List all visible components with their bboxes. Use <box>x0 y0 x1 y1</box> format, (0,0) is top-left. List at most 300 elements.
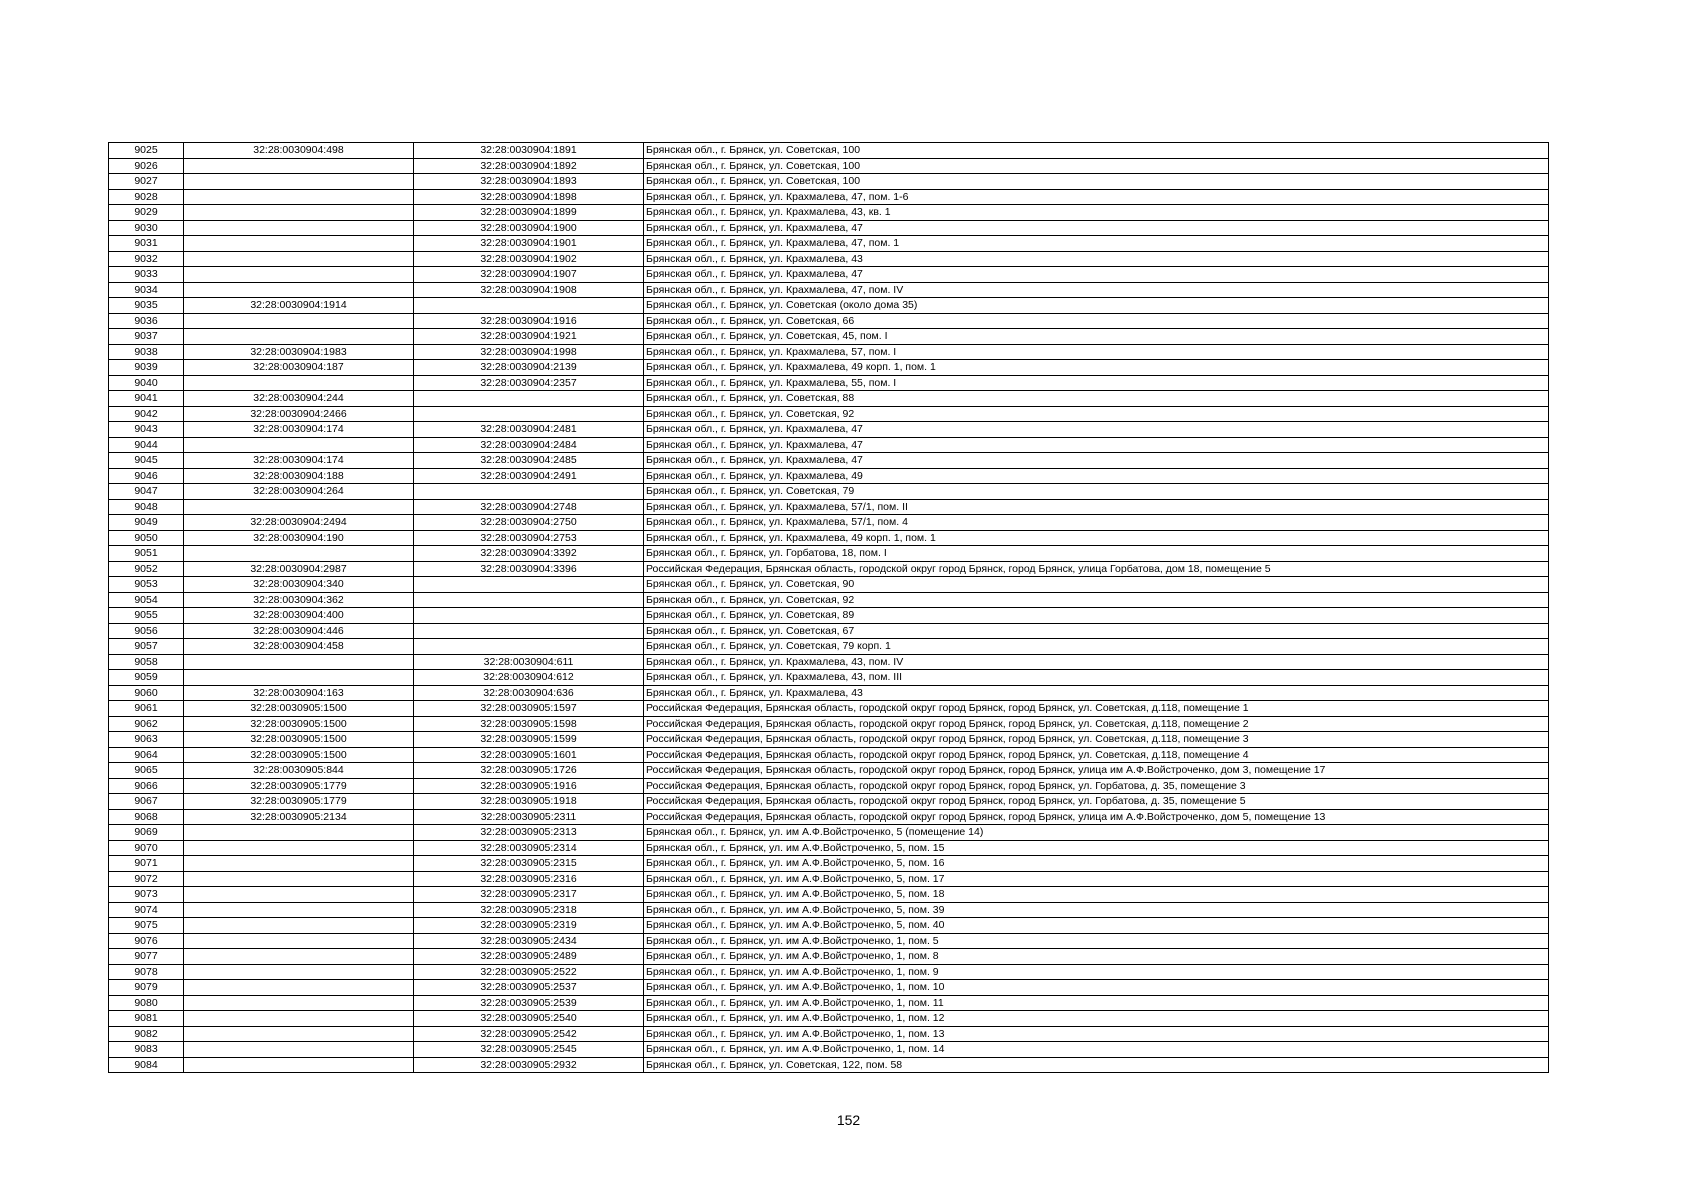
parcel-number-cell <box>184 437 414 453</box>
address-cell: Брянская обл., г. Брянск, ул. Крахмалева, 43, пом. III <box>644 670 1549 686</box>
object-number-cell: 32:28:0030904:611 <box>414 654 644 670</box>
address-cell: Брянская обл., г. Брянск, ул. Крахмалева, 49 корп. 1, пом. 1 <box>644 360 1549 376</box>
parcel-number-cell <box>184 840 414 856</box>
row-number-cell: 9052 <box>109 561 184 577</box>
address-cell: Брянская обл., г. Брянск, ул. Советская, 79 <box>644 484 1549 500</box>
address-cell: Брянская обл., г. Брянск, ул. Крахмалева, 47 <box>644 437 1549 453</box>
object-number-cell: 32:28:0030904:1893 <box>414 174 644 190</box>
table-row <box>109 995 1549 1011</box>
address-cell: Брянская обл., г. Брянск, ул. им А.Ф.Войстроченко, 5, пом. 18 <box>644 887 1549 903</box>
row-number-cell: 9029 <box>109 205 184 221</box>
parcel-number-cell <box>184 902 414 918</box>
parcel-number-cell <box>184 1057 414 1073</box>
address-cell: Брянская обл., г. Брянск, ул. Советская, 92 <box>644 406 1549 422</box>
object-number-cell: 32:28:0030905:1601 <box>414 747 644 763</box>
row-number-cell: 9068 <box>109 809 184 825</box>
row-number-cell: 9058 <box>109 654 184 670</box>
parcel-number-cell <box>184 174 414 190</box>
table-row <box>109 763 1549 779</box>
address-cell: Брянская обл., г. Брянск, ул. им А.Ф.Войстроченко, 1, пом. 9 <box>644 964 1549 980</box>
table-row <box>109 902 1549 918</box>
table-row <box>109 825 1549 841</box>
row-number-cell: 9080 <box>109 995 184 1011</box>
parcel-number-cell <box>184 189 414 205</box>
parcel-number-cell <box>184 964 414 980</box>
table-row <box>109 251 1549 267</box>
address-cell: Брянская обл., г. Брянск, ул. им А.Ф.Войстроченко, 5, пом. 16 <box>644 856 1549 872</box>
parcel-number-cell: 32:28:0030905:1500 <box>184 747 414 763</box>
parcel-number-cell <box>184 236 414 252</box>
object-number-cell <box>414 639 644 655</box>
object-number-cell: 32:28:0030905:2540 <box>414 1011 644 1027</box>
row-number-cell: 9031 <box>109 236 184 252</box>
address-cell: Брянская обл., г. Брянск, ул. им А.Ф.Войстроченко, 1, пом. 14 <box>644 1042 1549 1058</box>
object-number-cell: 32:28:0030904:1899 <box>414 205 644 221</box>
table-row <box>109 499 1549 515</box>
address-cell: Брянская обл., г. Брянск, ул. Советская, 100 <box>644 158 1549 174</box>
address-cell: Брянская обл., г. Брянск, ул. им А.Ф.Войстроченко, 5, пом. 40 <box>644 918 1549 934</box>
row-number-cell: 9025 <box>109 143 184 159</box>
table-row <box>109 685 1549 701</box>
table-row <box>109 189 1549 205</box>
row-number-cell: 9071 <box>109 856 184 872</box>
table-row <box>109 391 1549 407</box>
table-row <box>109 747 1549 763</box>
parcel-number-cell: 32:28:0030904:190 <box>184 530 414 546</box>
address-cell: Брянская обл., г. Брянск, ул. Советская, 66 <box>644 313 1549 329</box>
row-number-cell: 9033 <box>109 267 184 283</box>
row-number-cell: 9061 <box>109 701 184 717</box>
table-row <box>109 964 1549 980</box>
row-number-cell: 9026 <box>109 158 184 174</box>
address-cell: Брянская обл., г. Брянск, ул. Советская, 100 <box>644 174 1549 190</box>
row-number-cell: 9038 <box>109 344 184 360</box>
row-number-cell: 9063 <box>109 732 184 748</box>
table-row <box>109 205 1549 221</box>
table-row <box>109 236 1549 252</box>
object-number-cell: 32:28:0030905:1726 <box>414 763 644 779</box>
parcel-number-cell: 32:28:0030905:2134 <box>184 809 414 825</box>
parcel-number-cell <box>184 856 414 872</box>
parcel-number-cell: 32:28:0030904:2466 <box>184 406 414 422</box>
row-number-cell: 9028 <box>109 189 184 205</box>
row-number-cell: 9084 <box>109 1057 184 1073</box>
parcel-number-cell: 32:28:0030904:1983 <box>184 344 414 360</box>
row-number-cell: 9062 <box>109 716 184 732</box>
object-number-cell: 32:28:0030905:1597 <box>414 701 644 717</box>
address-cell: Российская Федерация, Брянская область, городской округ город Брянск, город Брянск, улица Горбатова, дом 18, помещение 5 <box>644 561 1549 577</box>
address-cell: Брянская обл., г. Брянск, ул. им А.Ф.Войстроченко, 5 (помещение 14) <box>644 825 1549 841</box>
row-number-cell: 9057 <box>109 639 184 655</box>
object-number-cell: 32:28:0030904:1921 <box>414 329 644 345</box>
row-number-cell: 9065 <box>109 763 184 779</box>
object-number-cell: 32:28:0030904:1907 <box>414 267 644 283</box>
address-cell: Брянская обл., г. Брянск, ул. Крахмалева, 47, пом. IV <box>644 282 1549 298</box>
table-row <box>109 484 1549 500</box>
parcel-number-cell <box>184 887 414 903</box>
row-number-cell: 9043 <box>109 422 184 438</box>
object-number-cell: 32:28:0030905:1916 <box>414 778 644 794</box>
address-cell: Брянская обл., г. Брянск, ул. Советская, 89 <box>644 608 1549 624</box>
parcel-number-cell: 32:28:0030904:458 <box>184 639 414 655</box>
table-row <box>109 329 1549 345</box>
address-cell: Брянская обл., г. Брянск, ул. Крахмалева, 55, пом. I <box>644 375 1549 391</box>
row-number-cell: 9039 <box>109 360 184 376</box>
table-row <box>109 577 1549 593</box>
parcel-number-cell <box>184 1011 414 1027</box>
object-number-cell: 32:28:0030904:1902 <box>414 251 644 267</box>
parcel-number-cell: 32:28:0030904:2494 <box>184 515 414 531</box>
row-number-cell: 9073 <box>109 887 184 903</box>
table-row <box>109 468 1549 484</box>
table-row <box>109 515 1549 531</box>
object-number-cell <box>414 406 644 422</box>
table-row <box>109 313 1549 329</box>
object-number-cell <box>414 623 644 639</box>
address-cell: Брянская обл., г. Брянск, ул. Крахмалева, 47, пом. 1 <box>644 236 1549 252</box>
address-cell: Российская Федерация, Брянская область, городской округ город Брянск, город Брянск, ул. Советская, д.118, помещение 1 <box>644 701 1549 717</box>
parcel-number-cell: 32:28:0030904:187 <box>184 360 414 376</box>
table-row <box>109 592 1549 608</box>
parcel-number-cell: 32:28:0030905:1779 <box>184 778 414 794</box>
parcel-number-cell: 32:28:0030904:498 <box>184 143 414 159</box>
parcel-number-cell: 32:28:0030905:1500 <box>184 701 414 717</box>
object-number-cell: 32:28:0030904:2485 <box>414 453 644 469</box>
address-cell: Брянская обл., г. Брянск, ул. Крахмалева, 47 <box>644 422 1549 438</box>
table-row <box>109 654 1549 670</box>
address-cell: Брянская обл., г. Брянск, ул. Советская, 88 <box>644 391 1549 407</box>
object-number-cell <box>414 484 644 500</box>
row-number-cell: 9077 <box>109 949 184 965</box>
object-number-cell: 32:28:0030905:2319 <box>414 918 644 934</box>
row-number-cell: 9047 <box>109 484 184 500</box>
table-row <box>109 1026 1549 1042</box>
parcel-number-cell <box>184 499 414 515</box>
parcel-number-cell: 32:28:0030905:1500 <box>184 732 414 748</box>
row-number-cell: 9056 <box>109 623 184 639</box>
row-number-cell: 9066 <box>109 778 184 794</box>
object-number-cell: 32:28:0030904:1891 <box>414 143 644 159</box>
table-row <box>109 1042 1549 1058</box>
address-cell: Брянская обл., г. Брянск, ул. Советская, 67 <box>644 623 1549 639</box>
parcel-number-cell <box>184 267 414 283</box>
parcel-number-cell: 32:28:0030904:188 <box>184 468 414 484</box>
row-number-cell: 9064 <box>109 747 184 763</box>
address-cell: Брянская обл., г. Брянск, ул. Крахмалева, 43 <box>644 685 1549 701</box>
object-number-cell: 32:28:0030905:2317 <box>414 887 644 903</box>
object-number-cell: 32:28:0030904:2484 <box>414 437 644 453</box>
table-row <box>109 1011 1549 1027</box>
table-row <box>109 360 1549 376</box>
object-number-cell <box>414 608 644 624</box>
address-cell: Брянская обл., г. Брянск, ул. Советская, 122, пом. 58 <box>644 1057 1549 1073</box>
table-row <box>109 639 1549 655</box>
object-number-cell: 32:28:0030904:3392 <box>414 546 644 562</box>
object-number-cell: 32:28:0030905:2539 <box>414 995 644 1011</box>
table-row <box>109 608 1549 624</box>
parcel-number-cell <box>184 825 414 841</box>
row-number-cell: 9046 <box>109 468 184 484</box>
object-number-cell <box>414 592 644 608</box>
object-number-cell: 32:28:0030905:2545 <box>414 1042 644 1058</box>
object-number-cell: 32:28:0030905:1599 <box>414 732 644 748</box>
address-cell: Брянская обл., г. Брянск, ул. им А.Ф.Войстроченко, 5, пом. 17 <box>644 871 1549 887</box>
row-number-cell: 9044 <box>109 437 184 453</box>
address-cell: Брянская обл., г. Брянск, ул. Крахмалева, 49 <box>644 468 1549 484</box>
table-row <box>109 856 1549 872</box>
row-number-cell: 9055 <box>109 608 184 624</box>
row-number-cell: 9070 <box>109 840 184 856</box>
parcel-number-cell: 32:28:0030904:163 <box>184 685 414 701</box>
object-number-cell: 32:28:0030904:612 <box>414 670 644 686</box>
parcel-number-cell <box>184 1026 414 1042</box>
table-row <box>109 220 1549 236</box>
table-row <box>109 809 1549 825</box>
address-cell: Брянская обл., г. Брянск, ул. им А.Ф.Войстроченко, 1, пом. 12 <box>644 1011 1549 1027</box>
table-row <box>109 174 1549 190</box>
object-number-cell: 32:28:0030905:2316 <box>414 871 644 887</box>
object-number-cell: 32:28:0030905:2542 <box>414 1026 644 1042</box>
address-cell: Брянская обл., г. Брянск, ул. Крахмалева, 47, пом. 1-6 <box>644 189 1549 205</box>
address-cell: Российская Федерация, Брянская область, городской округ город Брянск, город Брянск, ул. Советская, д.118, помещение 3 <box>644 732 1549 748</box>
address-cell: Брянская обл., г. Брянск, ул. им А.Ф.Войстроченко, 5, пом. 39 <box>644 902 1549 918</box>
table-row <box>109 623 1549 639</box>
object-number-cell: 32:28:0030905:2489 <box>414 949 644 965</box>
table-row <box>109 840 1549 856</box>
address-cell: Брянская обл., г. Брянск, ул. Крахмалева, 43, кв. 1 <box>644 205 1549 221</box>
table-row <box>109 298 1549 314</box>
table-row <box>109 778 1549 794</box>
parcel-number-cell <box>184 205 414 221</box>
object-number-cell: 32:28:0030904:1916 <box>414 313 644 329</box>
row-number-cell: 9083 <box>109 1042 184 1058</box>
object-number-cell: 32:28:0030905:1918 <box>414 794 644 810</box>
table-row <box>109 158 1549 174</box>
address-cell: Брянская обл., г. Брянск, ул. им А.Ф.Войстроченко, 1, пом. 10 <box>644 980 1549 996</box>
object-number-cell: 32:28:0030904:3396 <box>414 561 644 577</box>
parcel-number-cell: 32:28:0030904:174 <box>184 422 414 438</box>
object-number-cell: 32:28:0030904:1900 <box>414 220 644 236</box>
parcel-number-cell <box>184 158 414 174</box>
object-number-cell: 32:28:0030905:2315 <box>414 856 644 872</box>
records-table-body <box>109 143 1549 1073</box>
parcel-number-cell <box>184 871 414 887</box>
row-number-cell: 9048 <box>109 499 184 515</box>
parcel-number-cell: 32:28:0030905:1779 <box>184 794 414 810</box>
table-row <box>109 437 1549 453</box>
table-row <box>109 887 1549 903</box>
parcel-number-cell: 32:28:0030904:400 <box>184 608 414 624</box>
object-number-cell: 32:28:0030904:1892 <box>414 158 644 174</box>
address-cell: Российская Федерация, Брянская область, городской округ город Брянск, город Брянск, ул. Советская, д.118, помещение 4 <box>644 747 1549 763</box>
table-row <box>109 375 1549 391</box>
address-cell: Брянская обл., г. Брянск, ул. им А.Ф.Войстроченко, 5, пом. 15 <box>644 840 1549 856</box>
row-number-cell: 9050 <box>109 530 184 546</box>
parcel-number-cell: 32:28:0030904:1914 <box>184 298 414 314</box>
parcel-number-cell <box>184 995 414 1011</box>
object-number-cell: 32:28:0030904:2748 <box>414 499 644 515</box>
address-cell: Российская Федерация, Брянская область, городской округ город Брянск, город Брянск, ул. Горбатова, д. 35, помещение 3 <box>644 778 1549 794</box>
object-number-cell <box>414 391 644 407</box>
row-number-cell: 9030 <box>109 220 184 236</box>
address-cell: Брянская обл., г. Брянск, ул. Советская (около дома 35) <box>644 298 1549 314</box>
address-cell: Российская Федерация, Брянская область, городской округ город Брянск, город Брянск, улица им А.Ф.Войстроченко, дом 3, помещение 17 <box>644 763 1549 779</box>
row-number-cell: 9042 <box>109 406 184 422</box>
parcel-number-cell: 32:28:0030904:340 <box>184 577 414 593</box>
address-cell: Брянская обл., г. Брянск, ул. им А.Ф.Войстроченко, 1, пом. 13 <box>644 1026 1549 1042</box>
table-row <box>109 546 1549 562</box>
object-number-cell: 32:28:0030904:2491 <box>414 468 644 484</box>
object-number-cell: 32:28:0030905:2314 <box>414 840 644 856</box>
row-number-cell: 9082 <box>109 1026 184 1042</box>
row-number-cell: 9074 <box>109 902 184 918</box>
parcel-number-cell: 32:28:0030904:244 <box>184 391 414 407</box>
row-number-cell: 9078 <box>109 964 184 980</box>
parcel-number-cell <box>184 949 414 965</box>
object-number-cell: 32:28:0030904:2750 <box>414 515 644 531</box>
object-number-cell: 32:28:0030905:2313 <box>414 825 644 841</box>
table-row <box>109 530 1549 546</box>
row-number-cell: 9045 <box>109 453 184 469</box>
table-row <box>109 406 1549 422</box>
records-table <box>108 142 1549 1073</box>
table-row <box>109 949 1549 965</box>
row-number-cell: 9067 <box>109 794 184 810</box>
row-number-cell: 9072 <box>109 871 184 887</box>
address-cell: Брянская обл., г. Брянск, ул. Крахмалева, 43 <box>644 251 1549 267</box>
parcel-number-cell: 32:28:0030904:174 <box>184 453 414 469</box>
table-row <box>109 143 1549 159</box>
parcel-number-cell <box>184 375 414 391</box>
table-row <box>109 344 1549 360</box>
object-number-cell: 32:28:0030904:636 <box>414 685 644 701</box>
row-number-cell: 9075 <box>109 918 184 934</box>
object-number-cell: 32:28:0030905:2434 <box>414 933 644 949</box>
parcel-number-cell <box>184 251 414 267</box>
row-number-cell: 9081 <box>109 1011 184 1027</box>
row-number-cell: 9041 <box>109 391 184 407</box>
address-cell: Брянская обл., г. Брянск, ул. Крахмалева, 47 <box>644 220 1549 236</box>
row-number-cell: 9069 <box>109 825 184 841</box>
address-cell: Брянская обл., г. Брянск, ул. Крахмалева, 47 <box>644 453 1549 469</box>
object-number-cell: 32:28:0030904:2753 <box>414 530 644 546</box>
table-row <box>109 422 1549 438</box>
address-cell: Брянская обл., г. Брянск, ул. Советская, 100 <box>644 143 1549 159</box>
parcel-number-cell: 32:28:0030904:446 <box>184 623 414 639</box>
parcel-number-cell: 32:28:0030904:2987 <box>184 561 414 577</box>
table-row <box>109 561 1549 577</box>
parcel-number-cell <box>184 980 414 996</box>
table-row <box>109 732 1549 748</box>
table-row <box>109 980 1549 996</box>
row-number-cell: 9032 <box>109 251 184 267</box>
row-number-cell: 9034 <box>109 282 184 298</box>
address-cell: Российская Федерация, Брянская область, городской округ город Брянск, город Брянск, ул. Советская, д.118, помещение 2 <box>644 716 1549 732</box>
object-number-cell: 32:28:0030905:2932 <box>414 1057 644 1073</box>
object-number-cell: 32:28:0030904:2357 <box>414 375 644 391</box>
parcel-number-cell <box>184 329 414 345</box>
address-cell: Брянская обл., г. Брянск, ул. Советская, 45, пом. I <box>644 329 1549 345</box>
table-row <box>109 670 1549 686</box>
parcel-number-cell <box>184 313 414 329</box>
row-number-cell: 9040 <box>109 375 184 391</box>
parcel-number-cell <box>184 282 414 298</box>
address-cell: Российская Федерация, Брянская область, городской округ город Брянск, город Брянск, ул. Горбатова, д. 35, помещение 5 <box>644 794 1549 810</box>
row-number-cell: 9037 <box>109 329 184 345</box>
object-number-cell: 32:28:0030904:1908 <box>414 282 644 298</box>
object-number-cell: 32:28:0030905:2522 <box>414 964 644 980</box>
row-number-cell: 9027 <box>109 174 184 190</box>
address-cell: Брянская обл., г. Брянск, ул. Советская, 90 <box>644 577 1549 593</box>
parcel-number-cell <box>184 670 414 686</box>
row-number-cell: 9054 <box>109 592 184 608</box>
page-number: 152 <box>836 1112 861 1128</box>
address-cell: Брянская обл., г. Брянск, ул. Советская, 92 <box>644 592 1549 608</box>
object-number-cell: 32:28:0030904:1898 <box>414 189 644 205</box>
row-number-cell: 9079 <box>109 980 184 996</box>
table-row <box>109 716 1549 732</box>
object-number-cell <box>414 298 644 314</box>
parcel-number-cell <box>184 933 414 949</box>
address-cell: Брянская обл., г. Брянск, ул. Крахмалева, 49 корп. 1, пом. 1 <box>644 530 1549 546</box>
table-row <box>109 918 1549 934</box>
parcel-number-cell: 32:28:0030905:844 <box>184 763 414 779</box>
address-cell: Брянская обл., г. Брянск, ул. Крахмалева, 47 <box>644 267 1549 283</box>
object-number-cell: 32:28:0030905:2318 <box>414 902 644 918</box>
address-cell: Брянская обл., г. Брянск, ул. им А.Ф.Войстроченко, 1, пом. 5 <box>644 933 1549 949</box>
row-number-cell: 9059 <box>109 670 184 686</box>
table-row <box>109 453 1549 469</box>
parcel-number-cell <box>184 546 414 562</box>
row-number-cell: 9049 <box>109 515 184 531</box>
address-cell: Брянская обл., г. Брянск, ул. Крахмалева, 57, пом. I <box>644 344 1549 360</box>
parcel-number-cell <box>184 918 414 934</box>
table-row <box>109 282 1549 298</box>
address-cell: Брянская обл., г. Брянск, ул. Советская, 79 корп. 1 <box>644 639 1549 655</box>
table-row <box>109 871 1549 887</box>
object-number-cell <box>414 577 644 593</box>
row-number-cell: 9053 <box>109 577 184 593</box>
parcel-number-cell <box>184 654 414 670</box>
address-cell: Брянская обл., г. Брянск, ул. им А.Ф.Войстроченко, 1, пом. 8 <box>644 949 1549 965</box>
parcel-number-cell <box>184 220 414 236</box>
object-number-cell: 32:28:0030905:1598 <box>414 716 644 732</box>
object-number-cell: 32:28:0030904:1901 <box>414 236 644 252</box>
row-number-cell: 9036 <box>109 313 184 329</box>
address-cell: Брянская обл., г. Брянск, ул. Горбатова, 18, пом. I <box>644 546 1549 562</box>
row-number-cell: 9051 <box>109 546 184 562</box>
parcel-number-cell <box>184 1042 414 1058</box>
row-number-cell: 9076 <box>109 933 184 949</box>
row-number-cell: 9035 <box>109 298 184 314</box>
table-row <box>109 1057 1549 1073</box>
address-cell: Брянская обл., г. Брянск, ул. Крахмалева, 43, пом. IV <box>644 654 1549 670</box>
parcel-number-cell: 32:28:0030904:264 <box>184 484 414 500</box>
object-number-cell: 32:28:0030905:2537 <box>414 980 644 996</box>
row-number-cell: 9060 <box>109 685 184 701</box>
object-number-cell: 32:28:0030904:2481 <box>414 422 644 438</box>
parcel-number-cell: 32:28:0030905:1500 <box>184 716 414 732</box>
object-number-cell: 32:28:0030905:2311 <box>414 809 644 825</box>
table-row <box>109 794 1549 810</box>
address-cell: Российская Федерация, Брянская область, городской округ город Брянск, город Брянск, улица им А.Ф.Войстроченко, дом 5, помещение 13 <box>644 809 1549 825</box>
address-cell: Брянская обл., г. Брянск, ул. им А.Ф.Войстроченко, 1, пом. 11 <box>644 995 1549 1011</box>
object-number-cell: 32:28:0030904:2139 <box>414 360 644 376</box>
table-row <box>109 267 1549 283</box>
table-row <box>109 701 1549 717</box>
object-number-cell: 32:28:0030904:1998 <box>414 344 644 360</box>
address-cell: Брянская обл., г. Брянск, ул. Крахмалева, 57/1, пом. II <box>644 499 1549 515</box>
